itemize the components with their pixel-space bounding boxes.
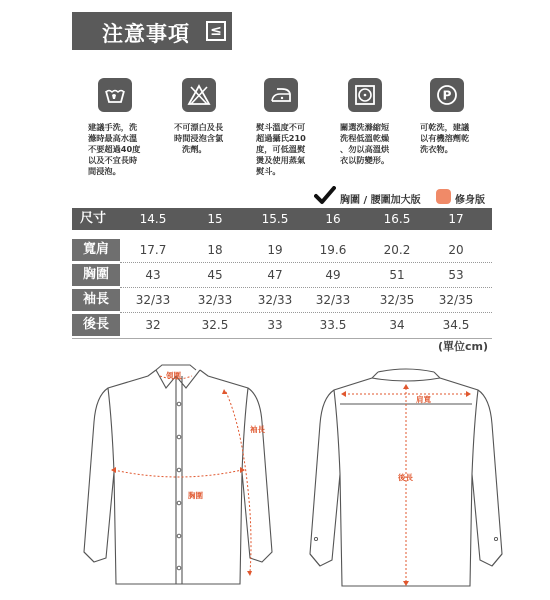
table-header-row (72, 208, 492, 230)
table-cell: 32/33 (315, 293, 351, 307)
size-header: 16.5 (383, 212, 411, 226)
care-text-dry: 關選洗滌縮短 洗程低溫乾燥 、勿以高溫烘 衣以防變形。 (340, 122, 390, 165)
size-header: 14.5 (139, 212, 167, 226)
check-icon (314, 186, 336, 206)
table-cell: 32.5 (201, 318, 229, 332)
table-cell: 32 (145, 318, 161, 332)
dry-clean-icon (430, 78, 464, 112)
row-divider (120, 287, 492, 288)
table-cell: 32/33 (197, 293, 233, 307)
table-header-label: 尺寸 (80, 211, 107, 226)
iron-icon (264, 78, 298, 112)
hand-wash-icon (98, 78, 132, 112)
size-header: 15.5 (261, 212, 289, 226)
care-text-iron: 熨斗溫度不可 超過攝氏210 度，可低溫熨 燙及使用蒸氣 熨斗。 (256, 122, 306, 176)
table-cell: 32/35 (438, 293, 474, 307)
row-divider (120, 312, 492, 313)
table-row (72, 239, 492, 261)
row-label: 寬肩 (72, 239, 120, 261)
table-cell: 19.6 (319, 243, 347, 257)
table-cell: 33.5 (319, 318, 347, 332)
table-cell: 34 (389, 318, 405, 332)
legend-slim-label: 修身版 (455, 195, 485, 206)
table-row (72, 289, 492, 311)
table-cell: 49 (325, 268, 341, 282)
row-divider (120, 262, 492, 263)
back-length-label: 後長 (398, 473, 413, 482)
table-cell: 19 (267, 243, 283, 257)
table-cell: 32/35 (379, 293, 415, 307)
sleeve-measure-line (226, 392, 251, 572)
table-row (72, 264, 492, 286)
table-cell: 32/33 (135, 293, 171, 307)
table-cell: 53 (448, 268, 464, 282)
table-cell: 43 (145, 268, 161, 282)
table-cell: 33 (267, 318, 283, 332)
dry-clean-letter: P (442, 88, 452, 103)
table-cell: 34.5 (442, 318, 470, 332)
no-bleach-icon (182, 78, 216, 112)
care-text-bleach: 不可漂白及長 時間浸泡含氯 洗劑。 (174, 122, 224, 154)
sleeve-label: 袖長 (250, 425, 265, 434)
unit-label: (單位cm) (438, 340, 489, 353)
tumble-dry-icon (348, 78, 382, 112)
table-cell: 47 (267, 268, 283, 282)
shoulder-label: 肩寬 (416, 395, 431, 404)
chest-label: 胸圍 (188, 491, 203, 500)
table-cell: 51 (389, 268, 405, 282)
table-row (72, 314, 492, 336)
table-cell: 18 (207, 243, 223, 257)
front-shirt-diagram (78, 362, 278, 586)
table-cell: 20 (448, 243, 464, 257)
row-label: 後長 (72, 314, 120, 336)
legend-check-label: 胸圍 / 腰圍加大版 (340, 195, 421, 206)
care-text-dryclean: 可乾洗，建議 以有機溶劑乾 洗衣物。 (420, 122, 470, 154)
size-header: 15 (207, 212, 223, 226)
table-cell: 17.7 (139, 243, 167, 257)
table-cell: 45 (207, 268, 223, 282)
collar-label: 領圍 (166, 371, 181, 380)
slim-swatch (436, 189, 451, 204)
care-text-wash: 建議手洗，洗 滌時最高水溫 不要超過40度 以及不宜長時 間浸泡。 (88, 122, 141, 176)
size-header: 16 (325, 212, 341, 226)
table-bottom-border (72, 338, 492, 339)
size-header: 17 (448, 212, 464, 226)
row-label: 袖長 (72, 289, 120, 311)
back-shirt-diagram (306, 364, 506, 588)
header-badge-icon: ≤ (206, 21, 226, 41)
legend (314, 186, 494, 208)
section-header (72, 12, 232, 50)
row-label: 胸圍 (72, 264, 120, 286)
page-title: 注意事項 (102, 22, 190, 46)
table-cell: 20.2 (383, 243, 411, 257)
table-cell: 32/33 (257, 293, 293, 307)
